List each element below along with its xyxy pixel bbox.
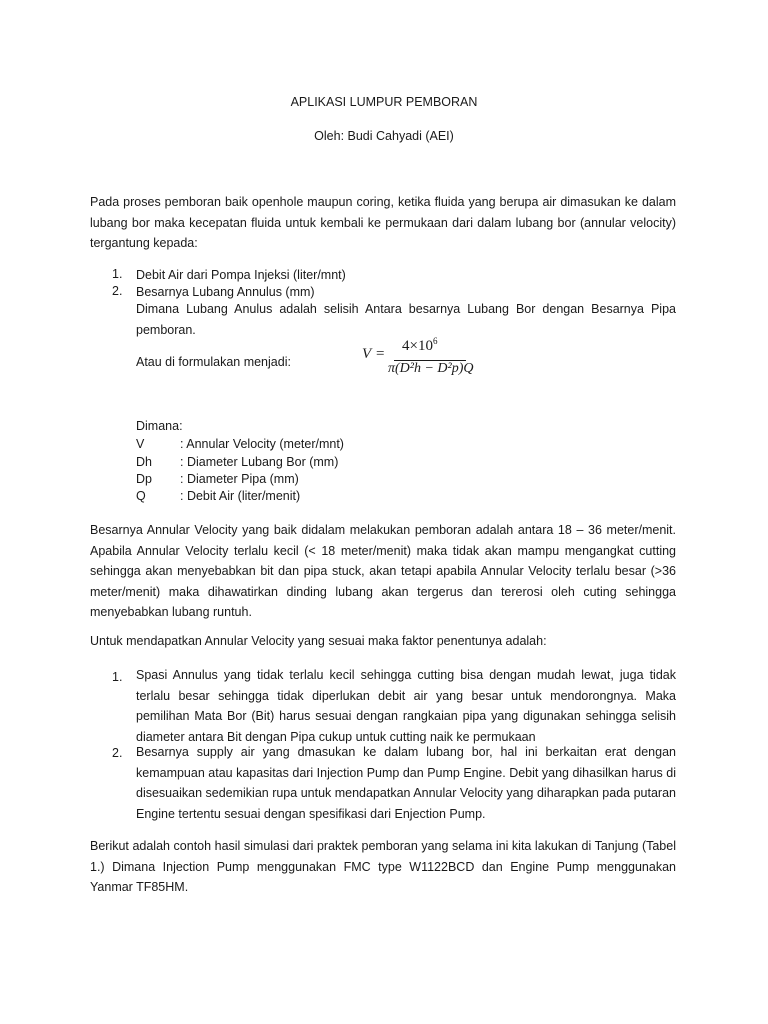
formula-denominator: π(D²h − D²p)Q	[388, 361, 474, 376]
definition-text: : Diameter Pipa (mm)	[180, 472, 299, 486]
document-author: Oleh: Budi Cahyadi (AEI)	[314, 129, 454, 143]
definition-symbol: Dh	[136, 455, 152, 469]
document-title: APLIKASI LUMPUR PEMBORAN	[290, 95, 478, 109]
simulation-paragraph: Berikut adalah contoh hasil simulasi dari praktek pemboran yang selama ini kita lakukan di Tanjung (Tabel 1.) Dimana Injection Pump menggunakan FMC type W1122BCD dan Engine Pump menggunakan Yanmar TF85HM.	[90, 839, 676, 894]
annular-velocity-formula	[360, 336, 480, 390]
determinant-item-2: Besarnya supply air yang dmasukan ke dalam lubang bor, hal ini berkaitan erat dengan kemampuan atau kapasitas dari Injection Pump dan Pump Engine. Debit yang dihasilkan harus di disesuaikan sedemikian rupa untuk mendapatkan Annular Velocity yang diharapkan pada putaran Engine tertentu sesuai dengan spesifikasi dari Enjection Pump.	[136, 745, 676, 821]
annular-velocity-paragraph: Besarnya Annular Velocity yang baik didalam melakukan pemboran adalah antara 18 – 36 meter/menit. Apabila Annular Velocity terlalu kecil (< 18 meter/menit) maka tidak akan mampu mengangkat cutting sehingga akan menyebabkan bit dan pipa stuck, akan tetapi apabila Annular Velocity terlalu besar (>36 meter/menit) maka dihawatirkan dinding lubang akan tergerus dan tererosi oleh cuting sehingga menyebabkan lubang runtuh.	[90, 523, 676, 619]
determinant-item-1: Spasi Annulus yang tidak terlalu kecil sehingga cutting bisa dengan mudah lewat, juga tidak terlalu besar sehingga tidak diperlukan debit air yang besar untuk mendorongnya. Maka pemilihan Mata Bor (Bit) harus sesuai dengan rangkaian pipa yang digunakan sehingga selisih diameter antara Bit dengan Pipa cukup untuk cutting naik ke permukaan	[136, 668, 676, 744]
definition-symbol: V	[136, 437, 145, 451]
determinants-intro: Untuk mendapatkan Annular Velocity yang sesuai maka faktor penentunya adalah:	[90, 634, 547, 648]
formula-lhs: V	[362, 346, 372, 362]
definition-text: : Annular Velocity (meter/mnt)	[180, 437, 344, 451]
definition-text: : Debit Air (liter/menit)	[180, 489, 301, 503]
factor-item-2-description: Dimana Lubang Anulus adalah selisih Antara besarnya Lubang Bor dengan Besarnya Pipa pemboran.	[136, 302, 676, 337]
formula-label: Atau di formulakan menjadi:	[136, 355, 291, 369]
list-number: 2.	[112, 746, 123, 760]
definition-symbol: Q	[136, 489, 146, 503]
definitions-heading: Dimana:	[136, 419, 183, 433]
list-number: 1.	[112, 267, 123, 281]
list-number: 1.	[112, 670, 123, 684]
list-number: 2.	[112, 284, 123, 298]
intro-paragraph: Pada proses pemboran baik openhole maupun coring, ketika fluida yang berupa air dimasukan ke dalam lubang bor maka kecepatan fluida untuk kembali ke permukaan dari dalam lubang bor (annular velocity) tergantung kepada:	[90, 195, 676, 250]
definition-symbol: Dp	[136, 472, 152, 486]
factor-item-1: Debit Air dari Pompa Injeksi (liter/mnt)	[136, 268, 346, 282]
definition-text: : Diameter Lubang Bor (mm)	[180, 455, 339, 469]
formula-numerator: $4\times 10^6$	[402, 336, 438, 354]
factor-item-2: Besarnya Lubang Annulus (mm)	[136, 285, 315, 299]
formula-equals: =	[376, 346, 385, 362]
